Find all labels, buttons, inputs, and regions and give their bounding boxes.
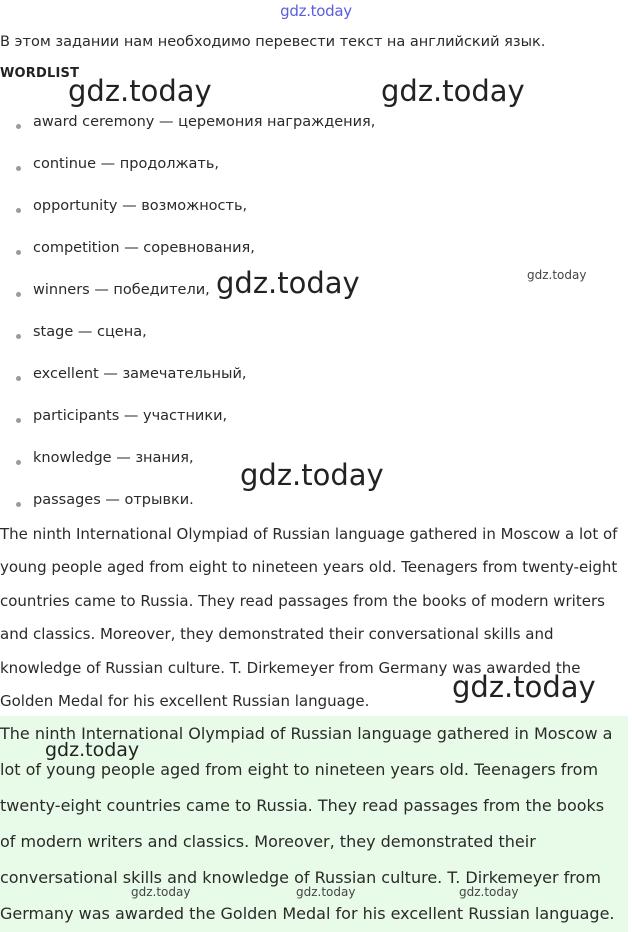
wordlist-item-text: opportunity — возможность, xyxy=(33,198,248,214)
paragraph-line: Germany was awarded the Golden Medal for his excellent Russian language. xyxy=(0,904,615,923)
bullet-icon xyxy=(16,502,21,507)
bullet-icon xyxy=(16,250,21,255)
paragraph-line: Golden Medal for his excellent Russian language. xyxy=(0,692,370,711)
paragraph-line: twenty-eight countries came to Russia. They read passages from the books xyxy=(0,796,605,815)
wordlist-item-text: participants — участники, xyxy=(33,408,228,424)
bullet-icon xyxy=(16,418,21,423)
paragraph-line: of modern writers and classics. Moreover, they demonstrated their xyxy=(0,832,536,851)
wordlist-item-text: stage — сцена, xyxy=(33,324,147,340)
watermark: gdz.today xyxy=(131,885,191,899)
highlighted-answer-paragraph xyxy=(0,716,628,932)
watermark: gdz.today xyxy=(45,739,140,761)
paragraph-line: countries came to Russia. They read passages from the books of modern writers xyxy=(0,591,605,610)
paragraph-line: young people aged from eight to nineteen years old. Teenagers from twenty-eight xyxy=(0,558,618,577)
wordlist-item-text: winners — победители, xyxy=(33,282,210,298)
intro-text: В этом задании нам необходимо перевести текст на английский язык. xyxy=(0,34,546,50)
paragraph-line: lot of young people aged from eight to nineteen years old. Teenagers from xyxy=(0,760,599,779)
wordlist-heading: WORDLIST xyxy=(0,66,80,81)
wordlist-item-text: passages — отрывки. xyxy=(33,492,194,508)
bullet-icon xyxy=(16,208,21,213)
watermark: gdz.today xyxy=(240,458,384,492)
bullet-icon xyxy=(16,460,21,465)
english-paragraph xyxy=(0,518,628,718)
paragraph-line: The ninth International Olympiad of Russian language gathered in Moscow a lot of xyxy=(0,525,618,543)
wordlist-item-text: excellent — замечательный, xyxy=(33,366,247,382)
watermark: gdz.today xyxy=(296,885,356,899)
bullet-icon xyxy=(16,166,21,171)
bullet-icon xyxy=(16,334,21,339)
wordlist-item-text: competition — соревнования, xyxy=(33,240,255,256)
paragraph-line: The ninth International Olympiad of Russian language gathered in Moscow a xyxy=(0,724,613,743)
watermark: gdz.today xyxy=(68,74,212,108)
watermark: gdz.today xyxy=(459,885,519,899)
bullet-icon xyxy=(16,124,21,129)
watermark: gdz.today xyxy=(452,670,596,704)
wordlist-item-text: award ceremony — церемония награждения, xyxy=(33,114,376,130)
watermark: gdz.today xyxy=(216,266,360,300)
paragraph-line: knowledge of Russian culture. T. Dirkemeyer from Germany was awarded the xyxy=(0,658,581,677)
bullet-icon xyxy=(16,292,21,297)
wordlist-item-text: continue — продолжать, xyxy=(33,156,220,172)
bullet-icon xyxy=(16,376,21,381)
wordlist-item-text: knowledge — знания, xyxy=(33,450,194,466)
header-watermark: gdz.today xyxy=(280,2,352,20)
paragraph-line: conversational skills and knowledge of Russian culture. T. Dirkemeyer from xyxy=(0,868,601,887)
watermark: gdz.today xyxy=(527,268,587,282)
watermark: gdz.today xyxy=(381,74,525,108)
paragraph-line: and classics. Moreover, they demonstrated their conversational skills and xyxy=(0,625,554,644)
